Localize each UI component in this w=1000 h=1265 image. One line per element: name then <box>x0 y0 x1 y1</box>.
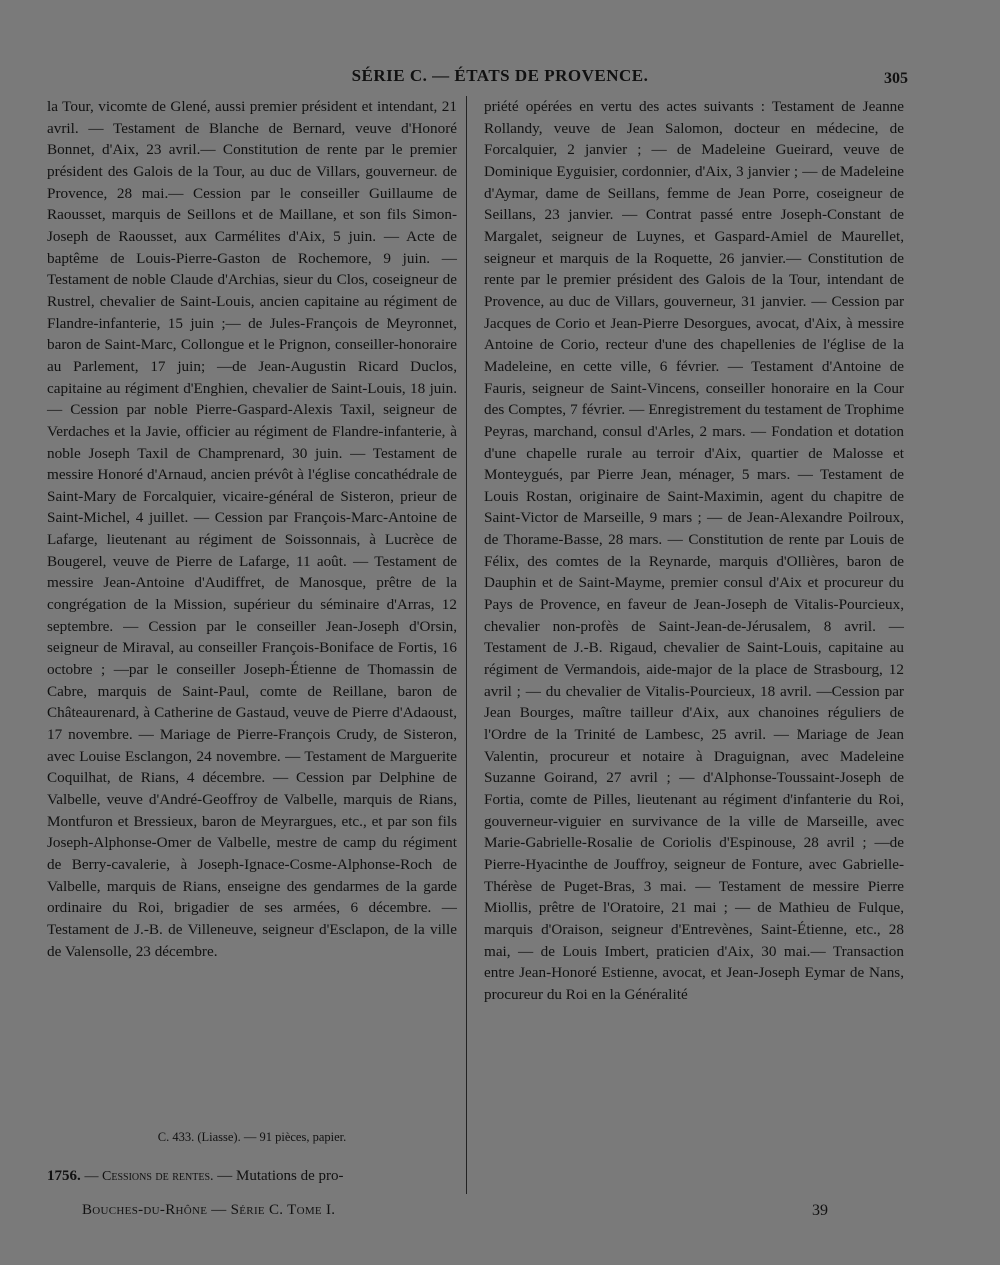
right-column-text: priété opérées en vertu des actes suivants : Testament de Jeanne Rollandy, veuve de Jean Salomon, docteur en médecine, de Forcalquier, 2 janvier ; — de Madeleine Gueirard, veuve de Dominique Eyguisier, cordonnier, d'Aix, 3 janvier ; — de Madeleine d'Aymar, dame de Seillans, femme de Jean Porre, coseigneur de Seillans, 23 janvier. — Contrat passé entre Joseph-Constant de Margalet, seigneur de Luynes, et Gaspard-Amiel de Maurellet, seigneur et marquis de la Roquette, 26 janvier.— Constitution de rente par le premier président des Galois de la Tour, intendant de Provence, au duc de Villars, gouverneur, 31 janvier. — Cession par Jacques de Corio et Jean-Pierre Desorgues, avocat, d'Aix, à messire Antoine de Corio, recteur d'une des chapellenies de l'église de la Madeleine, en cette ville, 6 février. — Testament d'Antoine de Fauris, seigneur de Saint-Vincens, conseiller honoraire en la Cour des Comptes, 7 février. — Enregistrement du testament de Trophime Peyras, marchand, consul d'Arles, 2 mars. — Fondation et dotation d'une chapelle rurale au terroir d'Aix, quartier de Malosse et Monteygués, par Pierre Jean, ménager, 5 mars. — Testament de Louis Rostan, originaire de Saint-Maximin, agent du chapitre de Saint-Victor de Marseille, 9 mars ; — de Jean-Alexandre Poilroux, de Thorame-Basse, 28 mars. — Constitution de rente par Louis de Félix, des comtes de la Reynarde, marquis d'Ollières, baron de Dauphin et de Saint-Mayme, premier consul d'Aix et procureur du Pays de Provence, en faveur de Jean-Joseph de Vitalis-Pourcieux, chevalier non-profès de Saint-Jean-de-Jérusalem, 8 avril. — Testament de J.-B. Rigaud, chevalier de Saint-Louis, capitaine au régiment de Vermandois, aide-major de la place de Strasbourg, 12 avril ; — du chevalier de Vitalis-Pourcieux, 18 avril. —Cession par Jean Bourges, maître tailleur d'Aix, aux chanoines réguliers de l'Ordre de la Trinité de Lambesc, 25 avril. — Mariage de Jean Valentin, procureur et notaire à Draguignan, avec Madeleine Suzanne Goirand, 27 avril ; — d'Alphonse-Toussaint-Joseph de Fortia, comte de Pilles, lieutenant au régiment d'infanterie du Roi, gouverneur-viguier en survivance de la ville de Marseille, avec Marie-Gabrielle-Rosalie de Coriolis d'Espinouse, 28 avril ; —de Pierre-Hyacinthe de Jouffroy, seigneur de Fonture, avec Gabrielle-Thérèse de Puget-Bras, 3 mai. — Testament de messire Pierre Miollis, prêtre de l'Oratoire, 21 mai ; — de Mathieu de Fulque, marquis d'Oraison, seigneur d'Entrevènes, Saint-Étienne, etc., 28 mai, — de Louis Imbert, praticien d'Aix, 30 mai.— Transaction entre Jean-Honoré Estienne, avocat, et Jean-Joseph Eymar de Nans, procureur du Roi en la Généralité <box>484 98 904 1003</box>
left-column-text: la Tour, vicomte de Glené, aussi premier président et intendant, 21 avril. — Testament de Blanche de Bernard, veuve d'Honoré Bonnet, d'Aix, 23 avril.— Constitution de rente par le premier président des Galois de la Tour, au duc de Villars, gouverneur. de Provence, 28 mai.— Cession par le conseiller Guillaume de Raousset, marquis de Seillons et de Maillane, et son fils Simon-Joseph de Raousset, aux Carmélites d'Aix, 5 juin. — Acte de baptême de Louis-Pierre-Gaston de Rochemore, 9 juin. — Testament de noble Claude d'Archias, sieur du Clos, coseigneur de Rustrel, chevalier de Saint-Louis, ancien capitaine au régiment de Flandre-infanterie, 15 juin ;— de Jules-François de Meyronnet, baron de Saint-Marc, Collongue et le Prignon, conseiller-honoraire au Parlement, 17 juin; —de Jean-Augustin Ricard Duclos, capitaine au régiment d'Enghien, chevalier de Saint-Louis, 18 juin. — Cession par noble Pierre-Gaspard-Alexis Taxil, seigneur de Verdaches et la Javie, officier au régiment de Flandre-infanterie, à noble Joseph Taxil de Champrenard, 30 juin. — Testament de messire Honoré d'Arnaud, ancien prévôt à l'église concathédrale de Saint-Mary de Forcalquier, vicaire-général de Sisteron, prieur de Saint-Michel, 4 juillet. — Cession par François-Marc-Antoine de Lafarge, lieutenant au régiment de Soissonnais, à Lucrèce de Bougerel, veuve de Pierre de Lafarge, 11 août. — Testament de messire Jean-Antoine d'Audiffret, de Manosque, prêtre de la congrégation de la Mission, supérieur du séminaire d'Arras, 12 septembre. — Cession par le conseiller Jean-Joseph d'Orsin, seigneur de Miraval, au conseiller François-Boniface de Fortis, 16 octobre ; —par le conseiller Joseph-Étienne de Thomassin de Cabre, marquis de Saint-Paul, comte de Reillane, baron de Châteaurenard, à Catherine de Gastaud, veuve de Pierre d'Adaoust, 17 novembre. — Mariage de Pierre-François Crudy, de Sisteron, avec Louise Esclangon, 24 novembre. — Testament de Marguerite Coquilhat, de Rians, 4 décembre. — Cession par Delphine de Valbelle, veuve d'André-Geoffroy de Valbelle, marquis de Rians, Montfuron et Bressieux, baron de Meyrargues, etc., et par son fils Joseph-Alphonse-Omer de Valbelle, mestre de camp du régiment de Berry-cavalerie, à Joseph-Ignace-Cosme-Alphonse-Roch de Valbelle, marquis de Rians, enseigne des gendarmes de la garde ordinaire du Roi, brigadier de ses armées, 6 décembre. — Testament de J.-B. de Villeneuve, seigneur d'Esclapon, de la ville de Valensolle, 23 décembre. <box>47 98 457 960</box>
archive-caption: C. 433. (Liasse). — 91 pièces, papier. <box>157 1130 347 1144</box>
page-number: 305 <box>884 70 908 87</box>
left-column <box>47 96 457 962</box>
entry-text: — Mutations de pro- <box>217 1168 344 1184</box>
footer-source: Bouches-du-Rhône — Série C. Tome I. <box>82 1202 336 1218</box>
entry-number: 1756. <box>47 1168 81 1184</box>
running-title: SÉRIE C. — ÉTATS DE PROVENCE. <box>351 66 649 85</box>
page-footer <box>0 1202 1000 1226</box>
column-divider <box>466 96 467 1194</box>
right-column <box>484 96 904 1006</box>
entry-heading <box>47 1168 457 1185</box>
page-header <box>0 66 1000 94</box>
entry-title: — Cessions de rentes. <box>84 1169 214 1184</box>
footer-signature: 39 <box>812 1202 828 1219</box>
